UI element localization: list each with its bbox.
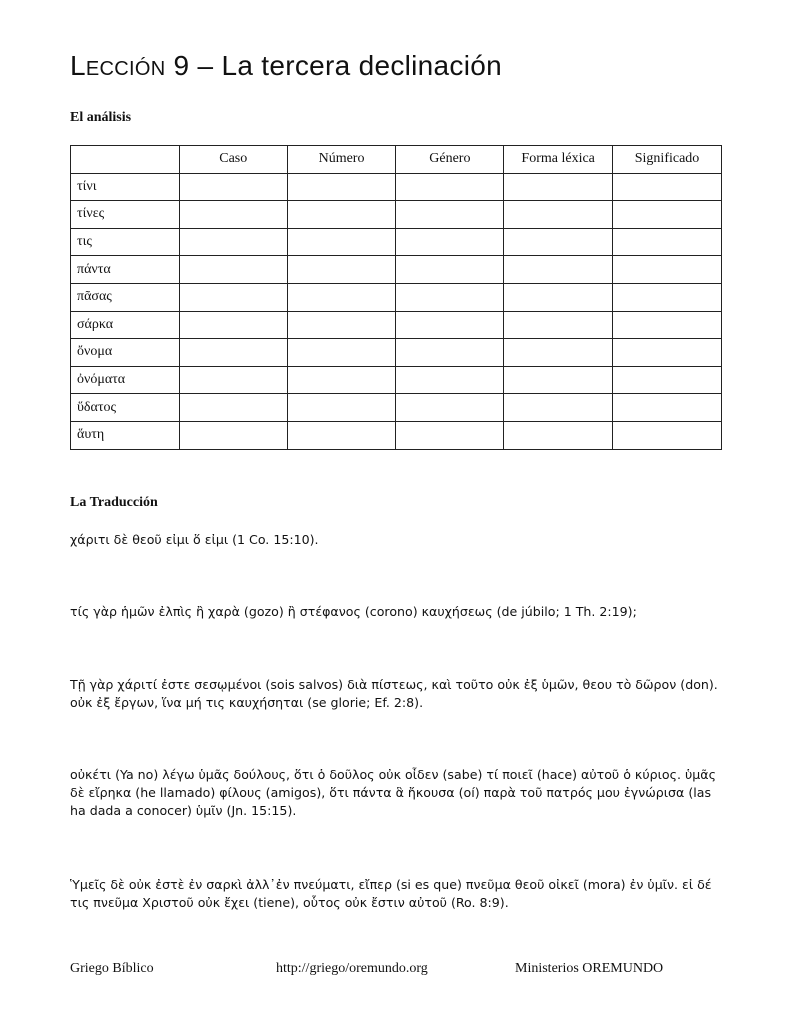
footer-right: Ministerios OREMUNDO bbox=[515, 961, 664, 976]
table-row bbox=[71, 228, 722, 256]
analysis-heading: El análisis bbox=[70, 110, 132, 125]
word-cell: τίνι bbox=[71, 173, 180, 201]
answer-cell-caso[interactable] bbox=[179, 201, 287, 229]
title-rest: 9 – La tercera declinación bbox=[165, 50, 502, 81]
answer-cell-numero[interactable] bbox=[287, 256, 396, 284]
translation-sentence-4: οὐκέτι (Ya no) λέγω ὑμᾶς δούλους, ὅτι ὁ δοῦλος οὐκ οἶδεν (sabe) τί ποιεῖ (hace) αὐτοῦ ὁ κύριος. ὑμᾶς δὲ εἴρηκα (he llamado) φίλους (amigos), ὅτι πάντα ἃ ἤκουσα (oí) παρὰ τοῦ πατρός μου ἐγνώρισα (las ha dada a conocer) ὑμῖν (Jn. 15:15). bbox=[70, 767, 716, 818]
answer-cell-significado[interactable] bbox=[613, 173, 722, 201]
answer-cell-forma-lexica[interactable] bbox=[504, 173, 613, 201]
footer-center: http://griego/oremundo.org bbox=[276, 961, 428, 976]
answer-cell-genero[interactable] bbox=[396, 421, 504, 449]
answer-cell-significado[interactable] bbox=[613, 311, 722, 339]
answer-cell-numero[interactable] bbox=[287, 394, 396, 422]
answer-cell-significado[interactable] bbox=[613, 366, 722, 394]
answer-cell-caso[interactable] bbox=[179, 283, 287, 311]
answer-cell-forma-lexica[interactable] bbox=[504, 394, 613, 422]
answer-cell-numero[interactable] bbox=[287, 311, 396, 339]
answer-cell-numero[interactable] bbox=[287, 421, 396, 449]
answer-cell-forma-lexica[interactable] bbox=[504, 339, 613, 367]
answer-cell-caso[interactable] bbox=[179, 228, 287, 256]
answer-cell-genero[interactable] bbox=[396, 173, 504, 201]
answer-cell-significado[interactable] bbox=[613, 201, 722, 229]
table-row bbox=[71, 339, 722, 367]
answer-cell-forma-lexica[interactable] bbox=[504, 366, 613, 394]
table-row bbox=[71, 256, 722, 284]
header-cell-caso: Caso bbox=[179, 146, 287, 174]
answer-cell-significado[interactable] bbox=[613, 283, 722, 311]
answer-cell-significado[interactable] bbox=[613, 339, 722, 367]
answer-cell-numero[interactable] bbox=[287, 173, 396, 201]
answer-cell-forma-lexica[interactable] bbox=[504, 283, 613, 311]
answer-cell-genero[interactable] bbox=[396, 339, 504, 367]
header-cell-genero: Género bbox=[396, 146, 504, 174]
answer-cell-caso[interactable] bbox=[179, 366, 287, 394]
table-row bbox=[71, 173, 722, 201]
answer-cell-genero[interactable] bbox=[396, 228, 504, 256]
answer-cell-significado[interactable] bbox=[613, 421, 722, 449]
answer-cell-significado[interactable] bbox=[613, 394, 722, 422]
answer-cell-numero[interactable] bbox=[287, 201, 396, 229]
header-cell-numero: Número bbox=[287, 146, 396, 174]
translation-sentence-1: χάριτι δὲ θεοῦ εἰμι ὅ εἰμι (1 Co. 15:10). bbox=[70, 532, 319, 547]
answer-cell-numero[interactable] bbox=[287, 228, 396, 256]
title-prefix: Lección bbox=[70, 50, 166, 81]
table-row bbox=[71, 366, 722, 394]
answer-cell-caso[interactable] bbox=[179, 421, 287, 449]
answer-cell-forma-lexica[interactable] bbox=[504, 228, 613, 256]
answer-cell-genero[interactable] bbox=[396, 366, 504, 394]
page-title bbox=[70, 50, 502, 82]
table-row bbox=[71, 311, 722, 339]
answer-cell-caso[interactable] bbox=[179, 394, 287, 422]
analysis-table bbox=[70, 145, 722, 450]
translation-sentence-3: Τῇ γὰρ χάριτί ἐστε σεσῳμένοι (sois salvos) διὰ πίστεως, καὶ τοῦτο οὐκ ἐξ ὑμῶν, θεου τὸ δῶρον (don). οὐκ ἐξ ἔργων, ἵνα μή τις καυχήσηται (se glorie; Ef. 2:8). bbox=[70, 677, 718, 710]
answer-cell-forma-lexica[interactable] bbox=[504, 201, 613, 229]
footer-left: Griego Bíblico bbox=[70, 961, 154, 976]
answer-cell-genero[interactable] bbox=[396, 201, 504, 229]
answer-cell-numero[interactable] bbox=[287, 283, 396, 311]
answer-cell-significado[interactable] bbox=[613, 228, 722, 256]
header-cell-blank bbox=[71, 146, 180, 174]
answer-cell-genero[interactable] bbox=[396, 311, 504, 339]
word-cell: ὕδατος bbox=[71, 394, 180, 422]
word-cell: τίνες bbox=[71, 201, 180, 229]
answer-cell-caso[interactable] bbox=[179, 256, 287, 284]
answer-cell-numero[interactable] bbox=[287, 366, 396, 394]
answer-cell-significado[interactable] bbox=[613, 256, 722, 284]
word-cell: ὄνομα bbox=[71, 339, 180, 367]
answer-cell-numero[interactable] bbox=[287, 339, 396, 367]
header-cell-significado: Significado bbox=[613, 146, 722, 174]
answer-cell-genero[interactable] bbox=[396, 256, 504, 284]
answer-cell-forma-lexica[interactable] bbox=[504, 421, 613, 449]
word-cell: ὀνόματα bbox=[71, 366, 180, 394]
word-cell: ἅυτη bbox=[71, 421, 180, 449]
word-cell: σάρκα bbox=[71, 311, 180, 339]
table-row bbox=[71, 394, 722, 422]
answer-cell-caso[interactable] bbox=[179, 173, 287, 201]
translation-sentence-5: Ὑμεῖς δὲ οὐκ ἐστὲ ἐν σαρκὶ ἀλλ᾽ἐν πνεύματι, εἴπερ (si es que) πνεῦμα θεοῦ οἰκεῖ (mora) ἐν ὑμῖν. εἰ δέ τις πνεῦμα Χριστοῦ οὐκ ἔχει (tiene), οὗτος οὐκ ἔστιν αὐτοῦ (Ro. 8:9). bbox=[70, 877, 712, 910]
table-row bbox=[71, 283, 722, 311]
answer-cell-caso[interactable] bbox=[179, 311, 287, 339]
word-cell: τις bbox=[71, 228, 180, 256]
word-cell: πᾶσας bbox=[71, 283, 180, 311]
table-header-row bbox=[71, 146, 722, 174]
answer-cell-genero[interactable] bbox=[396, 283, 504, 311]
answer-cell-forma-lexica[interactable] bbox=[504, 256, 613, 284]
answer-cell-forma-lexica[interactable] bbox=[504, 311, 613, 339]
translation-sentence-2: τίς γὰρ ἡμῶν ἐλπὶς ἢ χαρὰ (gozo) ἢ στέφανος (corono) καυχήσεως (de júbilo; 1 Th. 2:19); bbox=[70, 604, 637, 619]
answer-cell-caso[interactable] bbox=[179, 339, 287, 367]
header-cell-forma-lexica: Forma léxica bbox=[504, 146, 613, 174]
answer-cell-genero[interactable] bbox=[396, 394, 504, 422]
table-row bbox=[71, 421, 722, 449]
table-row bbox=[71, 201, 722, 229]
word-cell: πάντα bbox=[71, 256, 180, 284]
translation-heading: La Traducción bbox=[70, 495, 158, 510]
